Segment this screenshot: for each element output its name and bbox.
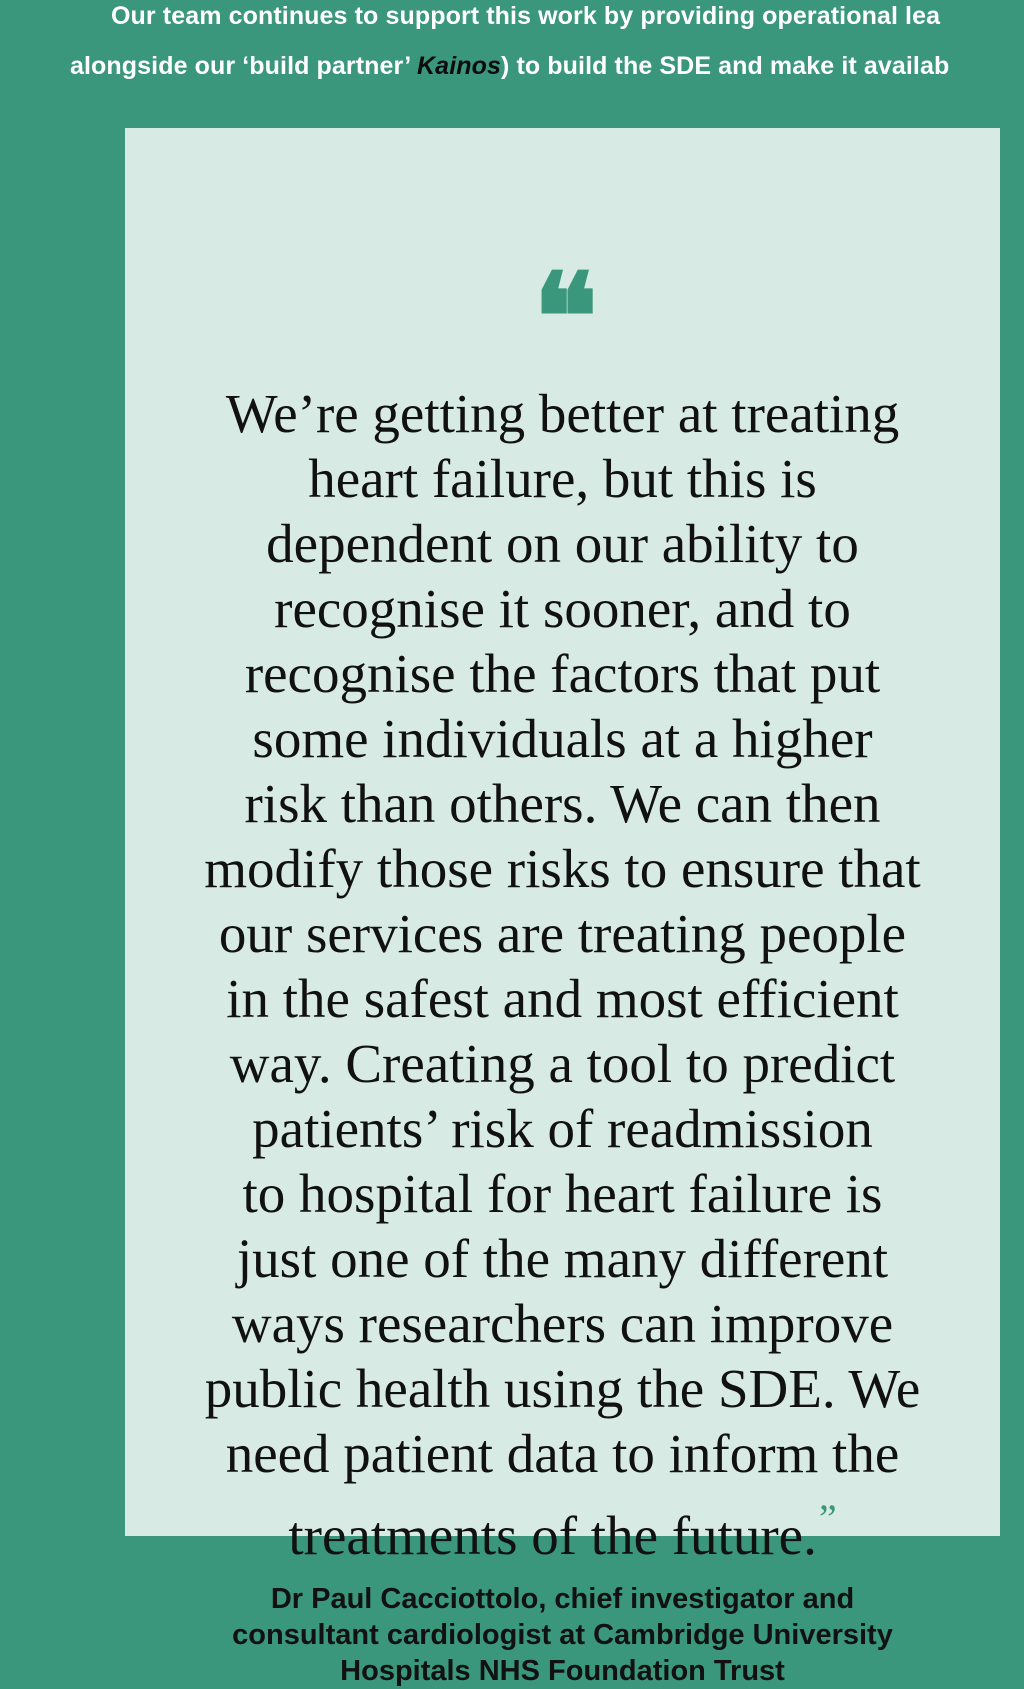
quote-line: public health using the SDE. We [204, 1358, 921, 1419]
quote-line: We’re getting better at treating [225, 383, 900, 444]
quote-line: heart failure, but this is [308, 448, 817, 509]
intro-paragraph [0, 0, 1024, 110]
quote-line: recognise it sooner, and to [274, 578, 851, 639]
intro-line-2-end: ) to build the SDE and make it availab [500, 52, 950, 80]
quote-line: dependent on our ability to [266, 513, 859, 574]
quote-text [125, 381, 1000, 1568]
attribution-line: Dr Paul Cacciottolo, chief investigator and [270, 1583, 855, 1615]
build-partner-name: Kainos [417, 52, 501, 80]
quote-line: in the safest and most efficient [226, 968, 899, 1029]
pull-quote-box [125, 128, 1000, 1687]
intro-line-2 [70, 52, 949, 81]
quote-attribution [125, 1581, 1000, 1689]
quote-line: way. Creating a tool to predict [229, 1033, 896, 1094]
attribution-line: Hospitals NHS Foundation Trust [340, 1655, 785, 1687]
quote-line-last [125, 1486, 1000, 1568]
quote-line: our services are treating people [218, 903, 907, 964]
quote-line: just one of the many different [236, 1228, 889, 1289]
open-quote-icon: ❝ [533, 247, 592, 388]
quote-line: need patient data to inform the [225, 1423, 900, 1484]
quote-line: modify those risks to ensure that [204, 838, 921, 899]
attribution-line: consultant cardiologist at Cambridge University [232, 1619, 893, 1651]
quote-line: some individuals at a higher [252, 708, 873, 769]
quote-line: risk than others. We can then [244, 773, 881, 834]
intro-line-2-start: alongside our ‘build partner’ [70, 52, 418, 80]
quote-line: ways researchers can improve [231, 1293, 894, 1354]
intro-line-1: Our team continues to support this work by providing operational lea [111, 2, 941, 30]
quote-line: to hospital for heart failure is [242, 1163, 883, 1224]
quote-line: patients’ risk of readmission [252, 1098, 873, 1159]
quote-line-text: treatments of the future. [288, 1505, 817, 1566]
close-quote-icon: ” [818, 1496, 837, 1541]
quote-line: recognise the factors that put [244, 643, 881, 704]
